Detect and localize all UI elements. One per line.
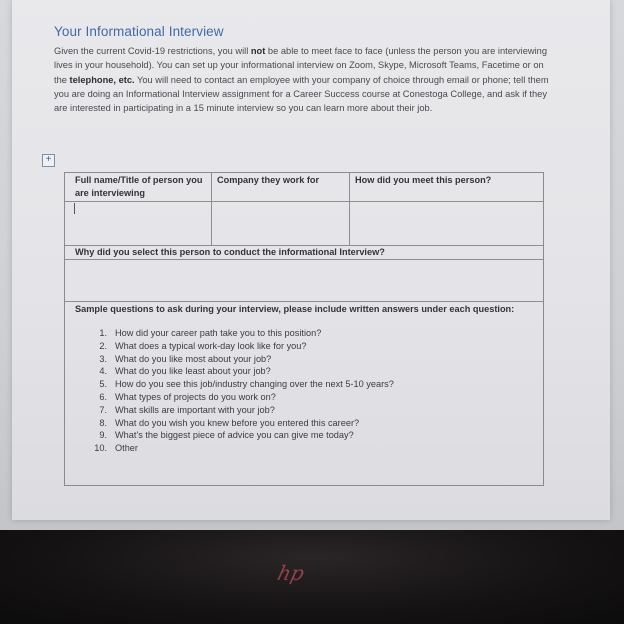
question-item	[85, 417, 394, 430]
question-item	[85, 391, 394, 404]
sample-questions-heading: Sample questions to ask during your interview, please include written answers under each question:	[75, 304, 515, 314]
question-number: 9.	[99, 430, 107, 441]
question-number: 5.	[99, 379, 107, 390]
question-text: What does a typical work-day look like for you?	[115, 340, 307, 351]
question-number: 2.	[99, 340, 107, 351]
question-text: What types of projects do you work on?	[115, 391, 276, 402]
why-selected-label: Why did you select this person to conduct the informational Interview?	[75, 247, 385, 257]
question-number: 4.	[99, 366, 107, 377]
header-how-met: How did you meet this person?	[355, 175, 492, 185]
text-cursor	[74, 203, 75, 214]
header-company: Company they work for	[217, 175, 320, 185]
table-move-handle-icon[interactable]: +	[42, 154, 55, 167]
question-item	[85, 442, 394, 455]
question-item	[85, 365, 394, 378]
question-number: 1.	[99, 328, 107, 338]
question-item	[85, 353, 394, 366]
question-item	[85, 327, 394, 340]
question-number: 10.	[94, 443, 107, 454]
question-text: What do you like least about your job?	[115, 366, 271, 377]
answer-cell-name[interactable]	[66, 202, 210, 245]
answer-cell-company[interactable]	[212, 202, 349, 245]
document-title: Your Informational Interview	[54, 24, 224, 39]
question-text: What's the biggest piece of advice you can give me today?	[115, 430, 354, 441]
question-text: Other	[115, 443, 138, 454]
question-number: 3.	[99, 353, 107, 364]
question-text: What do you wish you knew before you entered this career?	[115, 417, 360, 428]
interview-table	[64, 172, 544, 486]
answer-cell-why[interactable]	[66, 260, 542, 301]
question-number: 8.	[99, 417, 107, 428]
question-list	[85, 327, 394, 455]
question-text: How do you see this job/industry changing over the next 5-10 years?	[115, 379, 394, 390]
table-rule	[65, 301, 543, 302]
question-number: 7.	[99, 404, 107, 415]
monitor-bezel	[0, 530, 624, 624]
question-text: What do you like most about your job?	[115, 353, 272, 364]
intro-paragraph: Given the current Covid-19 restrictions, you will not be able to meet face to face (unless the person you are interviewing lives in your household). You can set up your informational interview on Zoom, Skype, Microsoft Teams, Facetime or on the telephone, etc. You will need to contact an employee with your company of choice through email or phone; tell them you are doing an Informational Interview assignment for a Career Success course at Conestoga College, and ask if they are interested in participating in a 15 minute interview so you can learn more about their job.	[54, 46, 549, 114]
question-number: 6.	[99, 391, 107, 402]
question-item	[85, 429, 394, 442]
hp-logo-icon: hp	[275, 561, 307, 585]
question-item	[85, 378, 394, 391]
header-full-name: Full name/Title of person you are interviewing	[75, 175, 203, 198]
document-page[interactable]	[12, 0, 610, 520]
question-item	[85, 340, 394, 353]
question-item	[85, 404, 394, 417]
question-text: What skills are important with your job?	[115, 404, 275, 415]
answer-cell-how-met[interactable]	[350, 202, 542, 245]
question-text: How did your career path take you to this position?	[115, 328, 322, 338]
